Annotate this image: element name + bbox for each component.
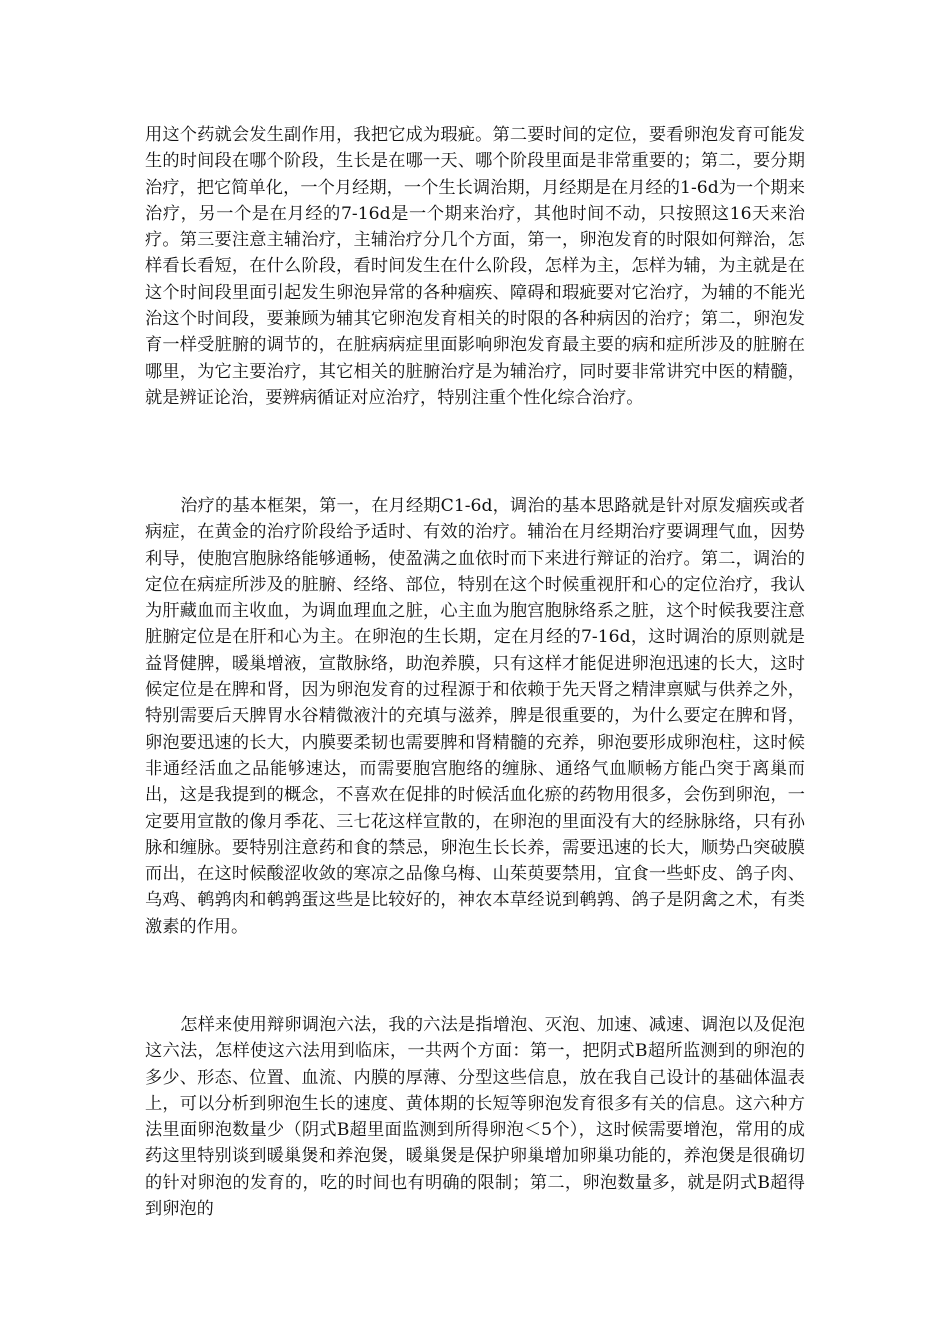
paragraph-continued: 用这个药就会发生副作用，我把它成为瑕疵。第二要时间的定位，要看卵泡发育可能发生的时间段在哪个阶段，生长是在哪一天、哪个阶段里面是非常重要的；第二，要分期治疗，把它简单化，一个月经期，一个生长调治期，月经期是在月经的1-6d为一个期来治疗，另一个是在月经的7-16d是一个期来治疗，其他时间不动，只按照这16天来治疗。第三要注意主辅治疗，主辅治疗分几个方面，第一，卵泡发育的时限如何辩治，怎样看长看短，在什么阶段，看时间发生在什么阶段，怎样为主，怎样为辅，为主就是在这个时间段里面引起发生卵泡异常的各种痼疾、障碍和瑕疵要对它治疗，为辅的不能光治这个时间段，要兼顾为辅其它卵泡发育相关的时限的各种病因的治疗；第二，卵泡发育一样受脏腑的调节的，在脏病病症里面影响卵泡发育最主要的病和症所涉及的脏腑在哪里，为它主要治疗，其它相关的脏腑治疗是为辅治疗，同时要非常讲究中医的精髓，就是辨证论治，要辨病循证对应治疗，特别注重个性化综合治疗。	[145, 125, 805, 408]
paragraph-treatment-framework: 治疗的基本框架，第一，在月经期C1-6d，调治的基本思路就是针对原发痼疾或者病症，在黄金的治疗阶段给予适时、有效的治疗。辅治在月经期治疗要调理气血，因势利导，使胞宫胞脉络能够通畅，使盈满之血依时而下来进行辩证的治疗。第二，调治的定位在病症所涉及的脏腑、经络、部位，特别在这个时候重视肝和心的定位治疗，我认为肝藏血而主收血，为调血理血之脏，心主血为胞宫胞脉络系之脏，这个时候我要注意脏腑定位是在肝和心为主。在卵泡的生长期，定在月经的7-16d，这时调治的原则就是益肾健脾，暖巢增液，宣散脉络，助泡养膜，只有这样才能促进卵泡迅速的长大，这时候定位是在脾和肾，因为卵泡发育的过程源于和依赖于先天肾之精津禀赋与供养之外，特别需要后天脾胃水谷精微液汁的充填与滋养，脾是很重要的，为什么要定在脾和肾，卵泡要迅速的长大，内膜要柔韧也需要脾和肾精髓的充养，卵泡要形成卵泡柱，这时候非通经活血之品能够速达，而需要胞宫胞络的缠脉、通络气血顺畅方能凸突于离巢而出，这是我提到的概念，不喜欢在促排的时候活血化瘀的药物用很多，会伤到卵泡，一定要用宣散的像月季花、三七花这样宣散的，在卵泡的里面没有大的经脉脉络，只有孙脉和缠脉。要特别注意药和食的禁忌，卵泡生长长养，需要迅速的长大，顺势凸突破膜而出，在这时候酸涩收敛的寒凉之品像乌梅、山茱萸要禁用，宜食一些虾皮、鸽子肉、乌鸡、鹌鹑肉和鹌鹑蛋这些是比较好的，神农本草经说到鹌鹑、鸽子是阴禽之术，有类激素的作用。	[145, 496, 805, 937]
paragraph-six-methods: 怎样来使用辩卵调泡六法，我的六法是指增泡、灭泡、加速、减速、调泡以及促泡这六法，怎样使这六法用到临床，一共两个方面：第一，把阴式B超所监测到的卵泡的多少、形态、位置、血流、内膜的厚薄、分型这些信息，放在我自己设计的基础体温表上，可以分析到卵泡生长的速度、黄体期的长短等卵泡发育很多有关的信息。这六种方法里面卵泡数量少（阴式B超里面监测到所得卵泡＜5个），这时候需要增泡，常用的成药这里特别谈到暖巢煲和养泡煲，暖巢煲是保护卵巢增加卵巢功能的，养泡煲是很确切的针对卵泡的发育的，吃的时间也有明确的限制；第二，卵泡数量多，就是阴式B超得到卵泡的	[145, 1015, 805, 1220]
